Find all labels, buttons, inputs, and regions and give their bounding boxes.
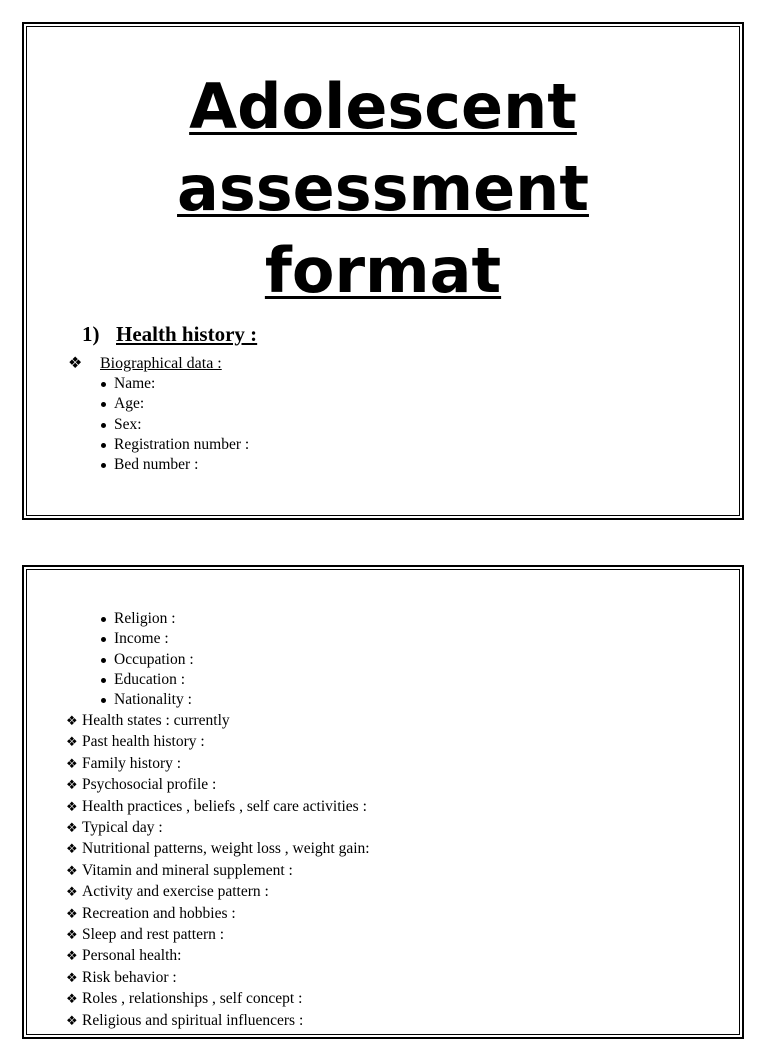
section-label: Health history : (116, 322, 258, 346)
title-line: Adolescent (189, 70, 577, 143)
assessment-item-label: Vitamin and mineral supplement : (82, 861, 293, 879)
section-heading-health-history (82, 322, 257, 347)
diamond-bullet-icon: ❖ (68, 355, 83, 372)
list-item: Registration number : (98, 435, 249, 455)
assessment-item-label: Religious and spiritual influencers : (82, 1011, 304, 1029)
diamond-bullet-icon: ❖ (66, 1013, 78, 1029)
assessment-item-label: Past health history : (82, 733, 205, 751)
diamond-bullet-icon: ❖ (66, 949, 78, 965)
assessment-item (66, 754, 370, 775)
list-item: Name: (98, 374, 249, 394)
assessment-item (66, 711, 370, 732)
subsection-biographical-data (68, 353, 222, 373)
diamond-bullet-icon: ❖ (66, 778, 78, 794)
assessment-item (66, 861, 370, 882)
assessment-item-label: Health practices , beliefs , self care activities : (82, 797, 367, 815)
diamond-bullet-icon: ❖ (66, 735, 78, 751)
diamond-bullet-icon: ❖ (66, 885, 78, 901)
title-line: format (264, 234, 502, 307)
assessment-item-label: Health states : currently (82, 712, 230, 729)
assessment-item (66, 882, 370, 903)
assessment-item (66, 732, 370, 753)
assessment-item-label: Typical day : (82, 819, 163, 837)
diamond-bullet-icon: ❖ (66, 821, 78, 837)
diamond-bullet-icon: ❖ (66, 992, 78, 1008)
assessment-item (66, 925, 370, 946)
list-item: Religion : (98, 609, 194, 629)
list-item: Occupation : (98, 650, 194, 670)
diamond-bullet-icon: ❖ (66, 714, 78, 729)
diamond-bullet-icon: ❖ (66, 970, 78, 986)
diamond-bullet-icon: ❖ (66, 928, 78, 944)
document-title (24, 66, 742, 312)
assessment-items-list (66, 711, 370, 1032)
list-item: Education : (98, 670, 194, 690)
biographical-fields-list-continued (98, 609, 194, 710)
assessment-item (66, 839, 370, 860)
document-page-2 (22, 565, 744, 1039)
title-line: assessment (177, 152, 589, 225)
assessment-item (66, 818, 370, 839)
diamond-bullet-icon: ❖ (66, 842, 78, 858)
assessment-item-label: Recreation and hobbies : (82, 904, 236, 922)
diamond-bullet-icon: ❖ (66, 863, 78, 879)
list-item: Bed number : (98, 455, 249, 475)
document-page-1 (22, 22, 744, 520)
assessment-item-label: Risk behavior : (82, 968, 177, 986)
assessment-item (66, 775, 370, 796)
assessment-item-label: Personal health: (82, 947, 182, 965)
assessment-item-label: Roles , relationships , self concept : (82, 990, 303, 1008)
list-item: Income : (98, 629, 194, 649)
assessment-item-label: Nutritional patterns, weight loss , weight gain: (82, 840, 370, 858)
assessment-item (66, 968, 370, 989)
assessment-item (66, 904, 370, 925)
diamond-bullet-icon: ❖ (66, 906, 78, 922)
assessment-item (66, 797, 370, 818)
list-item: Sex: (98, 415, 249, 435)
assessment-item-label: Activity and exercise pattern : (82, 883, 269, 901)
assessment-item-label: Psychosocial profile : (82, 776, 217, 794)
assessment-item-label: Sleep and rest pattern : (82, 926, 225, 944)
assessment-item (66, 1011, 370, 1032)
biographical-fields-list (98, 374, 249, 475)
list-item: Age: (98, 394, 249, 414)
diamond-bullet-icon: ❖ (66, 799, 78, 815)
assessment-item-label: Family history : (82, 754, 182, 772)
section-number: 1) (82, 322, 100, 346)
diamond-bullet-icon: ❖ (66, 756, 78, 772)
subsection-label: Biographical data : (100, 355, 222, 372)
list-item: Nationality : (98, 690, 194, 710)
assessment-item (66, 946, 370, 967)
assessment-item (66, 989, 370, 1010)
